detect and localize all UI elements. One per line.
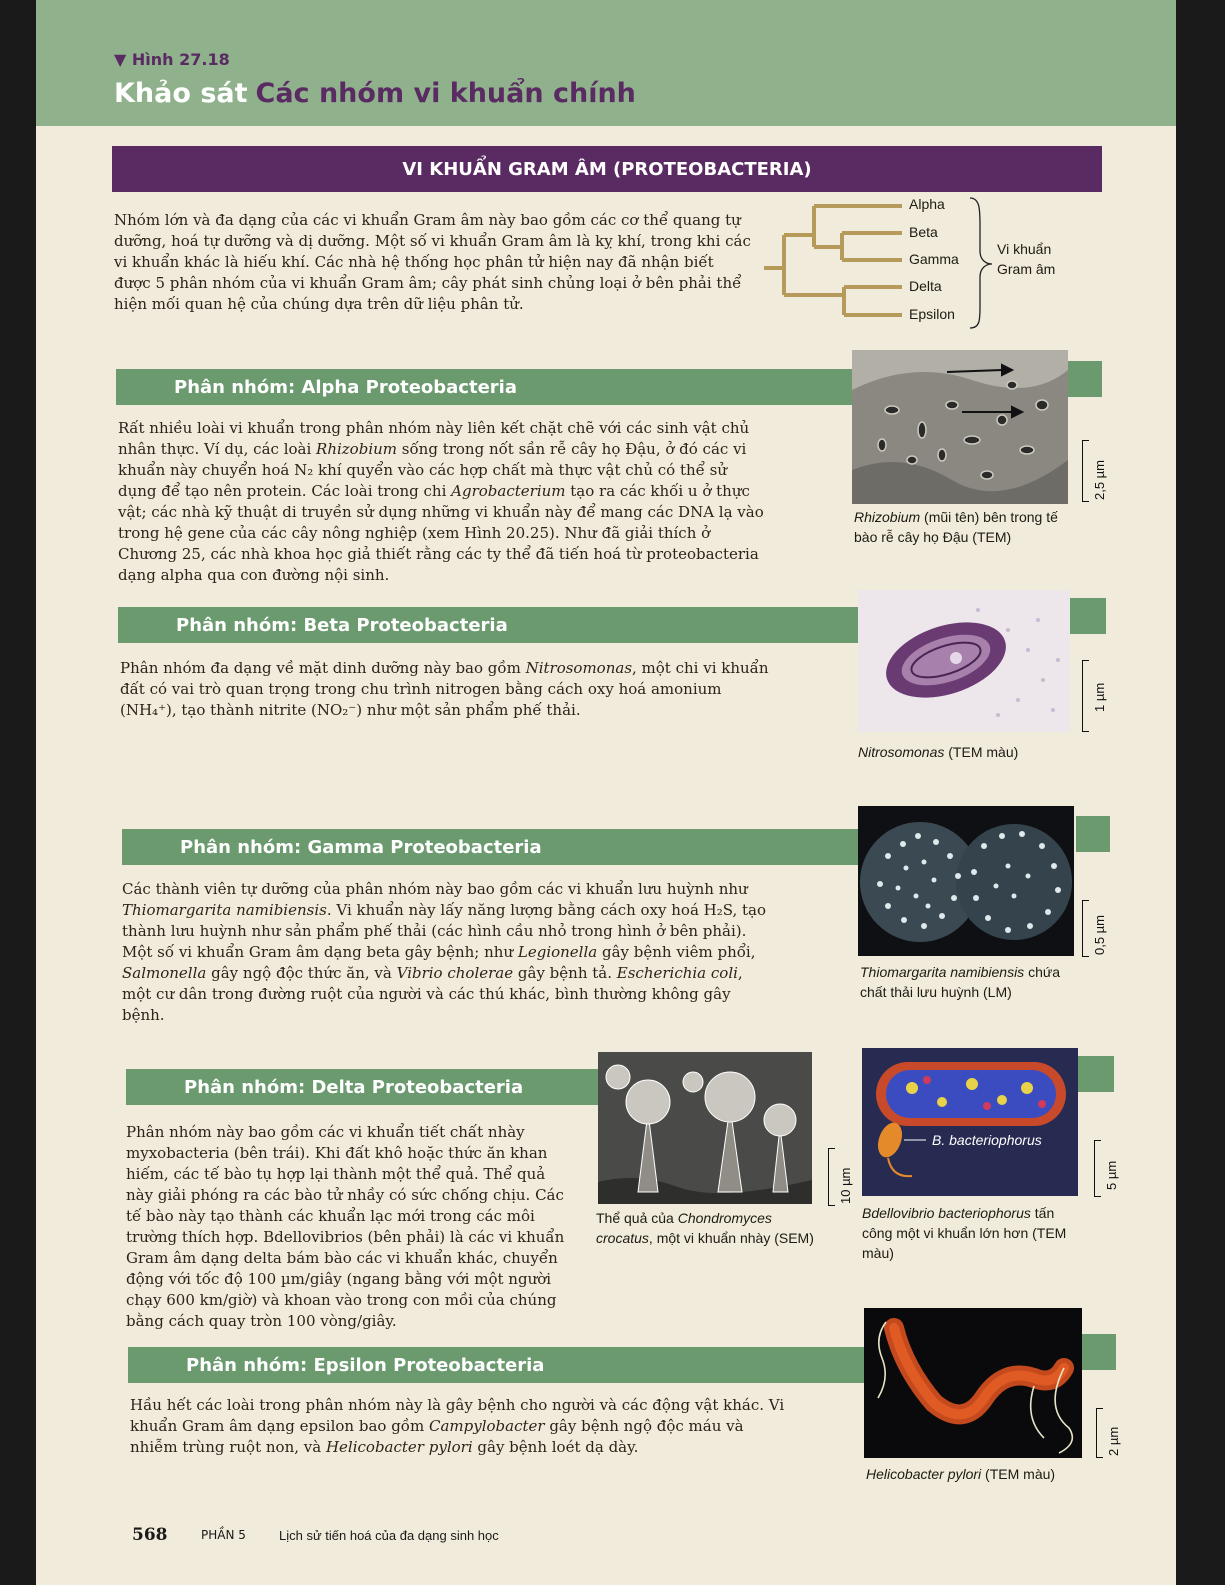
subgroup-banner-epsilon-end	[1082, 1334, 1116, 1370]
caption-delta-right: Bdellovibrio bacteriophorus tấn công một vi khuẩn lớn hơn (TEM màu)	[862, 1205, 1067, 1261]
caption-delta-left: Thể quả của Chondromyces crocatus, một vi khuẩn nhày (SEM)	[596, 1210, 814, 1246]
intro-paragraph: Nhóm lớn và đa dạng của các vi khuẩn Gram âm này bao gồm các cơ thể quang tự dưỡng, hoá tự dưỡng và dị dưỡng. Một số vi khuẩn Gram âm là kỵ khí, trong khi các vi khuẩn khác là hiếu khí. Các nhà hệ thống học phân tử hiện nay đã nhận biết được 5 phân nhóm của vi khuẩn Gram âm; cây phát sinh chủng loại ở bên phải thể hiện mối quan hệ của chúng dựa trên dữ liệu phân tử.	[114, 211, 751, 313]
subgroup-banner-beta: Phân nhóm: Beta Proteobacteria	[118, 607, 858, 643]
thiomargarita-micrograph	[858, 806, 1074, 956]
figure-title-main: Các nhóm vi khuẩn chính	[255, 78, 636, 109]
bdellovibrio-micrograph	[862, 1048, 1078, 1196]
textbook-page: ▼ Hình 27.18 Khảo sát Các nhóm vi khuẩn chính VI KHUẨN GRAM ÂM (PROTEOBACTERIA) Nhóm lớn và đa dạng của các vi khuẩn Gram âm này bao gồm các cơ thể quang tự dưỡng, hoá tự dưỡng và dị dưỡng. Một số vi khuẩn Gram âm là kỵ khí, trong khi các vi khuẩn khác là hiếu khí. Các nhà hệ thống học phân tử hiện nay đã nhận biết được 5 phân nhóm của vi khuẩn Gram âm; cây phát sinh chủng loại ở bên phải thể hiện mối quan hệ của chúng dựa trên dữ liệu phân tử. Alpha Beta Gamma Delta Epsilon Vi khuẩn Gram âm Phân nhóm: Alpha Proteobacteria Rất nhiều loài vi khuẩn trong phân nhóm này liên kết chặt chẽ với các sinh vật chủ nhân thực. Ví dụ, các loài Rhizobium sống trong nốt sần rễ cây họ Đậu, ở đó các vi khuẩn này chuyển hoá N₂ khí quyển vào các hợp chất mà thực vật chủ có thể sử dụng để tạo nên protein. Các loài trong chi Agrobacterium tạo ra các khối u ở thực vật; các nhà kỹ thuật di truyền sử dụng những vi khuẩn này để mang các DNA lạ vào trong hệ gene của các cây nông nghiệp (xem Hình 20.25). Như đã giải thích ở Chương 25, các nhà khoa học giả thiết rằng các ty thể đã tiến hoá từ proteobacteria dạng alpha qua con đường nội sinh. 2,5 µm Rhizobium (mũi tên) bên trong tế bào rễ cây họ Đậu (TEM) Phân nhóm: Beta Proteobacteria Phân nhóm đa dạng về mặt dinh dưỡng này bao gồm Nitrosomonas, một chi vi khuẩn đất có vai trò quan trọng trong chu trình nitrogen bằng cách oxy hoá amonium (NH₄⁺), tạo thành nitrite (NO₂⁻) như một sản phẩm phế thải. 1 µm Nitrosomonas (TEM màu) Phân nhóm: Gamma Proteobacteria Các thành viên tự dưỡng của phân nhóm này bao gồm các vi khuẩn lưu huỳnh như Thiomargarita namibiensis. Vi khuẩn này lấy năng lượng bằng cách oxy hoá H₂S, tạo thành lưu huỳnh như sản phẩm phế thải (các hình cầu nhỏ trong hình ở bên phải). Một số vi khuẩn Gram âm dạng beta gây bệnh; như Legionella gây bệnh viêm phổi, Salmonella gây ngộ độc thức ăn, và Vibrio cholerae gây bệnh tả. Escherichia coli, một cư dân trong đường ruột của người và các thú khác, bình thường không gây bệnh. 0,5 µm Thiomargarita namibiensis chứa chất thải lưu huỳnh (LM) Phân nhóm: Delta Proteobacteria Phân nhóm này bao gồm các vi khuẩn tiết chất nhày myxobacteria (bên trái). Khi đất khô hoặc thức ăn khan hiếm, các tế bào tụ hợp lại thành một thể quả. Thể quả này giải phóng ra các bào tử nhầy có sức chống chịu. Các tế bào này tạo thành các khuẩn lạc mới trong các môi trường thích hợp. Bdellovibrios (bên phải) là các vi khuẩn Gram âm dạng delta bám bào các vi khuẩn khác, chuyển động với tốc độ 100 µm/giây (ngang bằng với một người chạy 600 km/giờ) và khoan vào trong con mồi của chúng bằng cách quay tròn 100 vòng/giây. 10 µm Thể quả của Chondromyces crocatus, một vi khuẩn nhày (SEM) B. bacteriophorus 5 µm Bdellovibrio bacteriophorus tấn công một vi khuẩn lớn hơn (TEM màu) Phân nhóm: Epsilon Proteobacteria Hầu hết các loài trong phân nhóm này là gây bệnh cho người và các động vật khác. Vi khuẩn Gram âm dạng epsilon bao gồm Campylobacter gây bệnh ngộ độc máu và nhiễm trùng ruột non, và Helicobacter pylori gây bệnh loét dạ dày. 2 µm Helicobacter pylori (TEM màu) 568 PHẦN 5 Lịch sử tiến hoá của đa dạng sinh học	[36, 0, 1176, 1585]
figure-title	[114, 78, 636, 109]
subgroup-banner-epsilon: Phân nhóm: Epsilon Proteobacteria	[128, 1347, 866, 1383]
paragraph-delta: Phân nhóm này bao gồm các vi khuẩn tiết chất nhày myxobacteria (bên trái). Khi đất khô hoặc thức ăn khan hiếm, các tế bào tụ hợp lại thành một thể quả. Thể quả này giải phóng ra các bào tử nhầy có sức chống chịu. Các tế bào này tạo thành các khuẩn lạc mới trong các môi trường thích hợp. Bdellovibrios (bên phải) là các vi khuẩn Gram âm dạng delta bám bào các vi khuẩn khác, chuyển động với tốc độ 100 µm/giây (ngang bằng với một người chạy 600 km/giờ) và khoan vào trong con mồi của chúng bằng cách quay tròn 100 vòng/giây.	[126, 1123, 565, 1330]
subgroup-banner-delta: Phân nhóm: Delta Proteobacteria	[126, 1069, 606, 1105]
subgroup-banner-beta-end	[1070, 598, 1106, 634]
image-label-bdellovibrio: B. bacteriophorus	[932, 1132, 1042, 1148]
caption-alpha: Rhizobium (mũi tên) bên trong tế bào rễ cây họ Đậu (TEM)	[854, 509, 1058, 545]
helicobacter-micrograph	[864, 1308, 1082, 1458]
caption-epsilon: Helicobacter pylori (TEM màu)	[866, 1466, 1056, 1482]
caption-gamma: Thiomargarita namibiensis chứa chất thải lưu huỳnh (LM)	[860, 964, 1061, 1000]
nitrosomonas-micrograph	[858, 590, 1070, 732]
paragraph-beta: Phân nhóm đa dạng về mặt dinh dưỡng này bao gồm Nitrosomonas, một chi vi khuẩn đất có vai trò quan trọng trong chu trình nitrogen bằng cách oxy hoá amonium (NH₄⁺), tạo thành nitrite (NO₂⁻) như một sản phẩm phế thải.	[120, 659, 769, 719]
tree-taxon-epsilon: Epsilon	[909, 306, 955, 322]
tree-group-label-1: Vi khuẩn	[997, 241, 1052, 257]
paragraph-alpha: Rất nhiều loài vi khuẩn trong phân nhóm này liên kết chặt chẽ với các sinh vật chủ nhân thực. Ví dụ, các loài Rhizobium sống trong nốt sần rễ cây họ Đậu, ở đó các vi khuẩn này chuyển hoá N₂ khí quyển vào các hợp chất mà thực vật chủ có thể sử dụng để tạo nên protein. Các loài trong chi Agrobacterium tạo ra các khối u ở thực vật; các nhà kỹ thuật di truyền sử dụng những vi khuẩn này để mang các DNA lạ vào trong hệ gene của các cây nông nghiệp (xem Hình 20.25). Như đã giải thích ở Chương 25, các nhà khoa học giả thiết rằng các ty thể đã tiến hoá từ proteobacteria dạng alpha qua con đường nội sinh.	[118, 419, 764, 584]
paragraph-epsilon: Hầu hết các loài trong phân nhóm này là gây bệnh cho người và các động vật khác. Vi khuẩn Gram âm dạng epsilon bao gồm Campylobacter gây bệnh ngộ độc máu và nhiễm trùng ruột non, và Helicobacter pylori gây bệnh loét dạ dày.	[130, 1396, 785, 1456]
page-number: 568	[132, 1525, 168, 1545]
footer-title: Lịch sử tiến hoá của đa dạng sinh học	[279, 1528, 499, 1543]
subgroup-banner-alpha-end	[1068, 361, 1102, 397]
tree-group-label-2: Gram âm	[997, 261, 1056, 277]
figure-number: ▼ Hình 27.18	[114, 50, 230, 69]
figure-title-prefix: Khảo sát	[114, 78, 248, 109]
caption-beta: Nitrosomonas (TEM màu)	[858, 744, 1019, 760]
subgroup-banner-gamma: Phân nhóm: Gamma Proteobacteria	[122, 829, 862, 865]
footer-part: PHẦN 5	[201, 1528, 246, 1542]
tree-taxon-gamma: Gamma	[909, 251, 959, 267]
tree-taxon-alpha: Alpha	[909, 196, 945, 212]
subgroup-banner-delta-end	[1078, 1056, 1114, 1092]
tree-group-brace	[966, 196, 996, 330]
paragraph-gamma: Các thành viên tự dưỡng của phân nhóm này bao gồm các vi khuẩn lưu huỳnh như Thiomargarita namibiensis. Vi khuẩn này lấy năng lượng bằng cách oxy hoá H₂S, tạo thành lưu huỳnh như sản phẩm phế thải (các hình cầu nhỏ trong hình ở bên phải). Một số vi khuẩn Gram âm dạng beta gây bệnh; như Legionella gây bệnh viêm phổi, Salmonella gây ngộ độc thức ăn, và Vibrio cholerae gây bệnh tả. Escherichia coli, một cư dân trong đường ruột của người và các thú khác, bình thường không gây bệnh.	[122, 880, 767, 1024]
tree-taxon-delta: Delta	[909, 278, 942, 294]
tree-taxon-beta: Beta	[909, 224, 938, 240]
subgroup-banner-gamma-end	[1076, 816, 1110, 852]
section-banner: VI KHUẨN GRAM ÂM (PROTEOBACTERIA)	[112, 146, 1102, 192]
rhizobium-micrograph	[852, 350, 1068, 504]
chondromyces-micrograph	[598, 1052, 812, 1204]
subgroup-banner-alpha: Phân nhóm: Alpha Proteobacteria	[116, 369, 856, 405]
